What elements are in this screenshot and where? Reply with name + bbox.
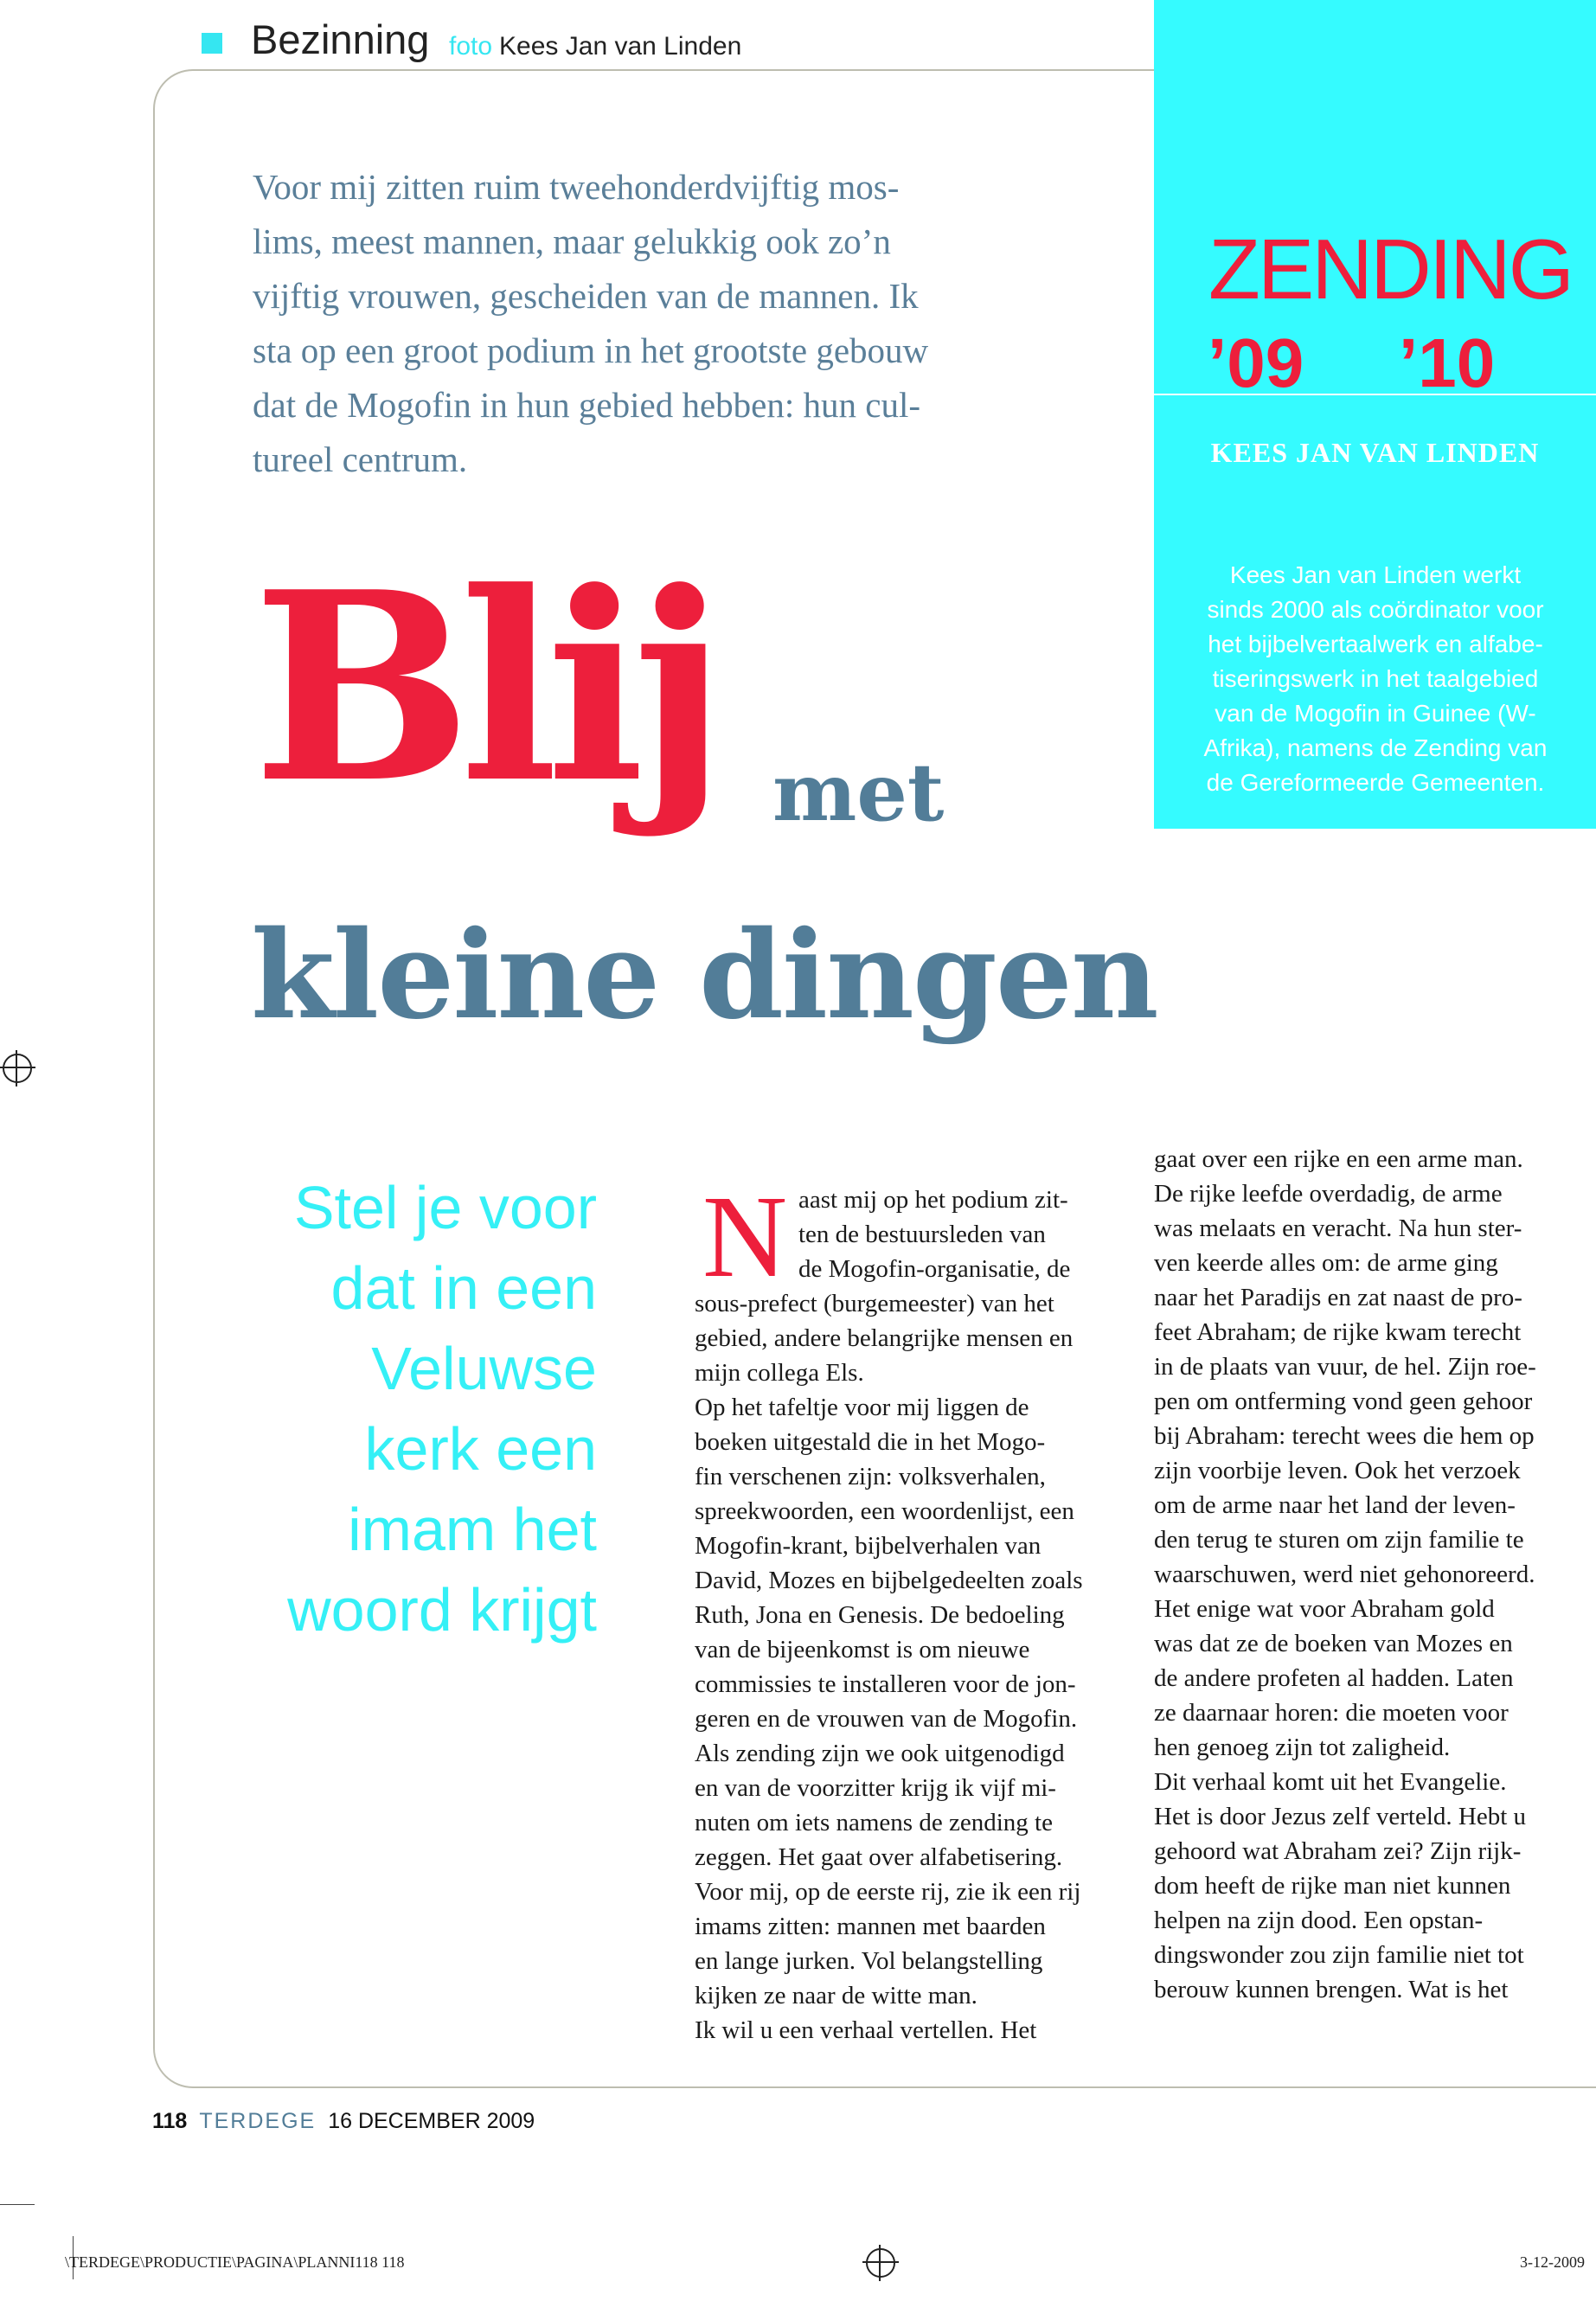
body-line: was dat ze de boeken van Mozes en bbox=[1154, 1630, 1513, 1657]
bio-line: de Gereformeerde Gemeenten. bbox=[1206, 769, 1545, 796]
crop-mark-horizontal bbox=[0, 2204, 35, 2205]
body-line: helpen na zijn dood. Een opstan- bbox=[1154, 1907, 1484, 1934]
body-line: boeken uitgestald die in het Mogo- bbox=[695, 1428, 1046, 1456]
body-line: pen om ontferming vond geen gehoor bbox=[1154, 1388, 1533, 1415]
body-line: fin verschenen zijn: volksverhalen, bbox=[695, 1463, 1046, 1490]
body-line: dingswonder zou zijn familie niet tot bbox=[1154, 1941, 1524, 1969]
magazine-name: TERDEGE bbox=[199, 2109, 317, 2133]
pull-quote bbox=[260, 1168, 597, 1650]
bio-line: Afrika), namens de Zending van bbox=[1203, 734, 1548, 761]
body-line: kijken ze naar de witte man. bbox=[695, 1982, 977, 2009]
bio-line: tiseringswerk in het taalgebied bbox=[1212, 665, 1539, 692]
body-line: de Mogofin-organisatie, de bbox=[798, 1255, 1071, 1283]
body-line: bij Abraham: terecht wees die hem op bbox=[1154, 1422, 1535, 1450]
body-line: dom heeft de rijke man niet kunnen bbox=[1154, 1872, 1511, 1900]
series-year-end: ’10 bbox=[1399, 324, 1496, 401]
body-line: spreekwoorden, een woordenlijst, een bbox=[695, 1497, 1074, 1525]
body-line: naar het Paradijs en zat naast de pro- bbox=[1154, 1284, 1522, 1311]
headline-met: met bbox=[772, 746, 945, 839]
body-line: imams zitten: mannen met baarden bbox=[695, 1913, 1046, 1940]
registration-mark-icon bbox=[3, 1054, 32, 1083]
body-line: mijn collega Els. bbox=[695, 1359, 864, 1387]
body-line: ten de bestuursleden van bbox=[798, 1221, 1046, 1248]
body-line: om de arme naar het land der leven- bbox=[1154, 1491, 1516, 1519]
photo-credit bbox=[449, 32, 741, 61]
body-line: waarschuwen, werd niet gehonoreerd. bbox=[1154, 1561, 1535, 1588]
body-line: feet Abraham; de rijke kwam terecht bbox=[1154, 1318, 1522, 1346]
body-line: ven keerde alles om: de arme ging bbox=[1154, 1249, 1498, 1277]
body-line: was melaats en veracht. Na hun ster- bbox=[1154, 1215, 1522, 1242]
body-line: Dit verhaal komt uit het Evangelie. bbox=[1154, 1768, 1507, 1796]
author-name: KEES JAN VAN LINDEN bbox=[1210, 437, 1540, 468]
lead-line: lims, meest mannen, maar gelukkig ook zo’n bbox=[253, 221, 891, 261]
quote-line: kerk een bbox=[364, 1415, 597, 1483]
body-line: Mogofin-krant, bijbelverhalen van bbox=[695, 1532, 1042, 1560]
body-line: Ruth, Jona en Genesis. De bedoeling bbox=[695, 1601, 1065, 1629]
print-slug-path: \TERDEGE\PRODUCTIE\PAGINA\PLANNI118 118 bbox=[65, 2253, 405, 2271]
bio-line: van de Mogofin in Guinee (W- bbox=[1215, 700, 1536, 727]
quote-line: imam het bbox=[348, 1496, 597, 1563]
page-number: 118 bbox=[152, 2109, 188, 2133]
body-line: De rijke leefde overdadig, de arme bbox=[1154, 1180, 1503, 1208]
drop-cap: N bbox=[702, 1172, 788, 1302]
body-line: Als zending zijn we ook uitgenodigd bbox=[695, 1740, 1065, 1767]
body-line: hen genoeg zijn tot zaligheid. bbox=[1154, 1734, 1451, 1761]
body-line: in de plaats van vuur, de hel. Zijn roe- bbox=[1154, 1353, 1536, 1381]
quote-line: dat in een bbox=[330, 1254, 597, 1322]
section-marker-square bbox=[202, 33, 222, 54]
body-line: aast mij op het podium zit- bbox=[798, 1186, 1068, 1214]
quote-line: Veluwse bbox=[371, 1335, 597, 1402]
body-line: berouw kunnen brengen. Wat is het bbox=[1154, 1976, 1509, 2003]
body-line: zeggen. Het gaat over alfabetisering. bbox=[695, 1843, 1063, 1871]
author-bio bbox=[1168, 558, 1583, 800]
lead-line: Voor mij zitten ruim tweehonderdvijftig mos- bbox=[253, 167, 900, 207]
body-line: gehoord wat Abraham zei? Zijn rijk- bbox=[1154, 1837, 1522, 1865]
body-line: nuten om iets namens de zending te bbox=[695, 1809, 1053, 1836]
headline-kleine-dingen: kleine dingen bbox=[251, 905, 1157, 1047]
folio bbox=[152, 2109, 535, 2134]
quote-line: woord krijgt bbox=[287, 1576, 597, 1644]
body-line: Het is door Jezus zelf verteld. Hebt u bbox=[1154, 1803, 1527, 1830]
bio-line: Kees Jan van Linden werkt bbox=[1229, 561, 1522, 588]
body-line: gebied, andere belangrijke mensen en bbox=[695, 1324, 1074, 1352]
bio-line: sinds 2000 als coördinator voor bbox=[1207, 596, 1544, 623]
body-line: gaat over een rijke en een arme man. bbox=[1154, 1145, 1523, 1173]
lead-line: vijftig vrouwen, gescheiden van de mannen. Ik bbox=[253, 276, 919, 316]
body-line: Ik wil u een verhaal vertellen. Het bbox=[695, 2016, 1037, 2044]
body-line: ze daarnaar horen: die moeten voor bbox=[1154, 1699, 1509, 1727]
body-line: van de bijeenkomst is om nieuwe bbox=[695, 1636, 1030, 1663]
body-line: Op het tafeltje voor mij liggen de bbox=[695, 1394, 1029, 1421]
bio-line: het bijbelvertaalwerk en alfabe- bbox=[1208, 631, 1543, 657]
body-line: David, Mozes en bijbelgedeelten zoals bbox=[695, 1567, 1083, 1594]
body-line: de andere profeten al hadden. Laten bbox=[1154, 1664, 1514, 1692]
body-line: sous-prefect (burgemeester) van het bbox=[695, 1290, 1054, 1317]
lead-paragraph bbox=[253, 160, 997, 487]
issue-date: 16 DECEMBER 2009 bbox=[328, 2109, 535, 2133]
series-year-start: ’09 bbox=[1208, 324, 1304, 401]
series-title: ZENDING bbox=[1208, 221, 1572, 317]
body-line: Voor mij, op de eerste rij, zie ik een rij bbox=[695, 1878, 1081, 1906]
body-line: geren en de vrouwen van de Mogofin. bbox=[695, 1705, 1078, 1733]
body-line: zijn voorbije leven. Ook het verzoek bbox=[1154, 1457, 1521, 1484]
photo-credit-label: foto bbox=[449, 32, 493, 61]
quote-line: Stel je voor bbox=[293, 1174, 597, 1241]
lead-line: dat de Mogofin in hun gebied hebben: hun cul- bbox=[253, 385, 920, 425]
body-line: Het enige wat voor Abraham gold bbox=[1154, 1595, 1495, 1623]
print-slug-date: 3-12-2009 bbox=[1520, 2253, 1585, 2271]
lead-line: tureel centrum. bbox=[253, 439, 468, 479]
section-title: Bezinning bbox=[251, 16, 430, 62]
body-line: en lange jurken. Vol belangstelling bbox=[695, 1947, 1043, 1975]
article-column-1 bbox=[695, 1183, 1127, 2048]
registration-mark-icon bbox=[866, 2248, 895, 2278]
lead-line: sta op een groot podium in het grootste gebouw bbox=[253, 330, 929, 370]
photo-credit-name: Kees Jan van Linden bbox=[499, 32, 742, 61]
body-line: den terug te sturen om zijn familie te bbox=[1154, 1526, 1524, 1554]
body-line: en van de voorzitter krijg ik vijf mi- bbox=[695, 1774, 1056, 1802]
article-column-2 bbox=[1154, 1142, 1586, 2007]
body-line: commissies te installeren voor de jon- bbox=[695, 1670, 1076, 1698]
headline-blij: Blij bbox=[253, 535, 715, 840]
